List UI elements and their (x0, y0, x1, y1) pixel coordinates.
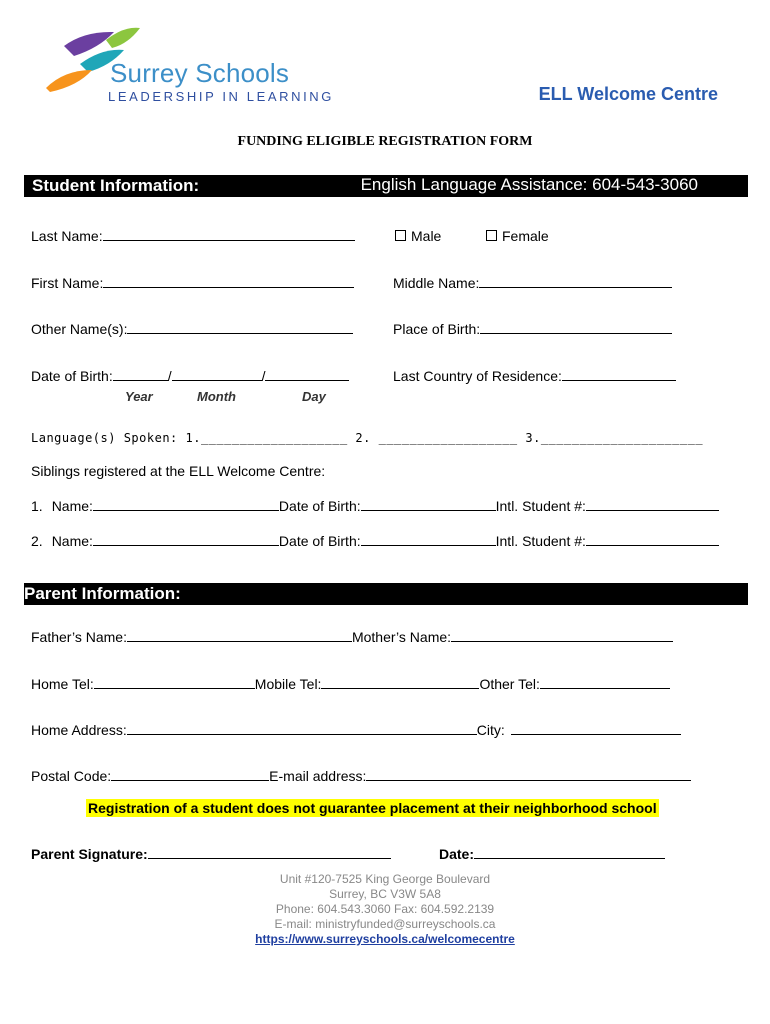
date-line[interactable] (474, 846, 665, 859)
other-names-field[interactable] (31, 321, 353, 337)
other-tel-line[interactable] (540, 676, 670, 689)
other-names-line[interactable] (127, 321, 353, 334)
father-name-line[interactable] (127, 629, 352, 642)
sibling-name-label: Name: (51, 498, 93, 514)
languages-spoken[interactable]: Language(s) Spoken: 1.___________________ 2. __________________ 3._____________________ (31, 431, 704, 445)
first-name-label: First Name: (31, 275, 104, 291)
sibling-name-line[interactable] (93, 533, 279, 546)
father-name-field[interactable] (31, 629, 673, 645)
sibling-dob-label: Date of Birth: (278, 498, 361, 514)
home-tel-label: Home Tel: (31, 676, 94, 692)
phone-fields[interactable] (31, 676, 670, 692)
student-heading: Student Information: (32, 176, 200, 195)
sibling-dob-line[interactable] (361, 533, 496, 546)
father-name-label: Father’s Name: (31, 629, 127, 645)
female-option[interactable] (486, 228, 549, 244)
last-name-label: Last Name: (31, 228, 103, 244)
sibling-number: 1. (31, 498, 43, 514)
footer-line: E-mail: ministryfunded@surreyschools.ca (274, 917, 496, 931)
parent-signature-field[interactable] (31, 846, 391, 862)
sibling-name-label: Name: (51, 533, 93, 549)
logo-tagline: LEADERSHIP IN LEARNING (108, 89, 335, 104)
sibling-name-line[interactable] (93, 498, 279, 511)
other-tel-label: Other Tel: (479, 676, 540, 692)
sibling-row[interactable] (31, 498, 719, 514)
checkbox-icon[interactable] (395, 230, 406, 241)
year-hint: Year (125, 389, 153, 404)
middle-name-label: Middle Name: (393, 275, 480, 291)
female-label: Female (502, 228, 549, 244)
middle-name-line[interactable] (479, 275, 672, 288)
dob-label: Date of Birth: (31, 368, 113, 384)
dob-field[interactable] (31, 368, 349, 384)
address-fields[interactable] (31, 722, 681, 738)
placement-notice: Registration of a student does not guarantee placement at their neighborhood school (88, 800, 657, 816)
email-line[interactable] (366, 768, 691, 781)
parent-signature-label: Parent Signature: (31, 846, 148, 862)
dob-separator: / (261, 368, 266, 384)
last-name-field[interactable] (31, 228, 355, 244)
sibling-intl-line[interactable] (586, 498, 719, 511)
footer-line: Surrey, BC V3W 5A8 (329, 887, 441, 901)
dob-year-line[interactable] (113, 368, 168, 381)
footer-address (0, 872, 770, 947)
welcome-centre-link[interactable]: https://www.surreyschools.ca/welcomecentre (255, 932, 515, 946)
home-address-label: Home Address: (31, 722, 127, 738)
postal-code-label: Postal Code: (31, 768, 112, 784)
mobile-tel-label: Mobile Tel: (254, 676, 322, 692)
last-country-label: Last Country of Residence: (393, 368, 562, 384)
student-section-bar (24, 175, 748, 197)
footer-line: Unit #120-7525 King George Boulevard (279, 872, 491, 886)
mother-name-label: Mother’s Name: (351, 629, 452, 645)
assistance-phone: English Language Assistance: 604-543-3060 (360, 175, 698, 194)
footer-line: Phone: 604.543.3060 Fax: 604.592.2139 (275, 902, 495, 916)
mother-name-line[interactable] (451, 629, 673, 642)
other-names-label: Other Name(s): (31, 321, 128, 337)
last-country-field[interactable] (393, 368, 676, 384)
home-address-line[interactable] (127, 722, 477, 735)
male-option[interactable] (395, 228, 441, 244)
date-field[interactable] (439, 846, 665, 862)
place-of-birth-line[interactable] (480, 321, 672, 334)
city-line[interactable] (511, 722, 681, 735)
sibling-number: 2. (31, 533, 43, 549)
sibling-dob-label: Date of Birth: (278, 533, 361, 549)
form-title: FUNDING ELIGIBLE REGISTRATION FORM (237, 134, 533, 149)
checkbox-icon[interactable] (486, 230, 497, 241)
dob-day-line[interactable] (265, 368, 349, 381)
middle-name-field[interactable] (393, 275, 672, 291)
centre-title: ELL Welcome Centre (538, 84, 718, 104)
first-name-line[interactable] (103, 275, 354, 288)
month-hint: Month (197, 389, 236, 404)
male-label: Male (411, 228, 442, 244)
parent-signature-line[interactable] (148, 846, 391, 859)
date-label: Date: (439, 846, 475, 862)
parent-section-bar (24, 583, 748, 605)
place-of-birth-label: Place of Birth: (393, 321, 481, 337)
dob-month-line[interactable] (172, 368, 262, 381)
home-tel-line[interactable] (94, 676, 255, 689)
mobile-tel-line[interactable] (321, 676, 479, 689)
sibling-intl-label: Intl. Student #: (495, 533, 586, 549)
first-name-field[interactable] (31, 275, 354, 291)
parent-heading: Parent Information: (24, 584, 181, 603)
sibling-intl-label: Intl. Student #: (495, 498, 586, 514)
sibling-intl-line[interactable] (586, 533, 719, 546)
last-name-line[interactable] (103, 228, 355, 241)
siblings-heading: Siblings registered at the ELL Welcome Centre: (31, 463, 326, 479)
sibling-dob-line[interactable] (361, 498, 496, 511)
place-of-birth-field[interactable] (393, 321, 672, 337)
sibling-row[interactable] (31, 533, 719, 549)
city-label: City: (476, 722, 505, 738)
postal-code-line[interactable] (111, 768, 269, 781)
day-hint: Day (302, 389, 326, 404)
email-label: E-mail address: (269, 768, 367, 784)
dob-separator: / (167, 368, 172, 384)
logo-name: Surrey Schools (110, 58, 290, 88)
last-country-line[interactable] (562, 368, 676, 381)
postal-email-fields[interactable] (31, 768, 691, 784)
